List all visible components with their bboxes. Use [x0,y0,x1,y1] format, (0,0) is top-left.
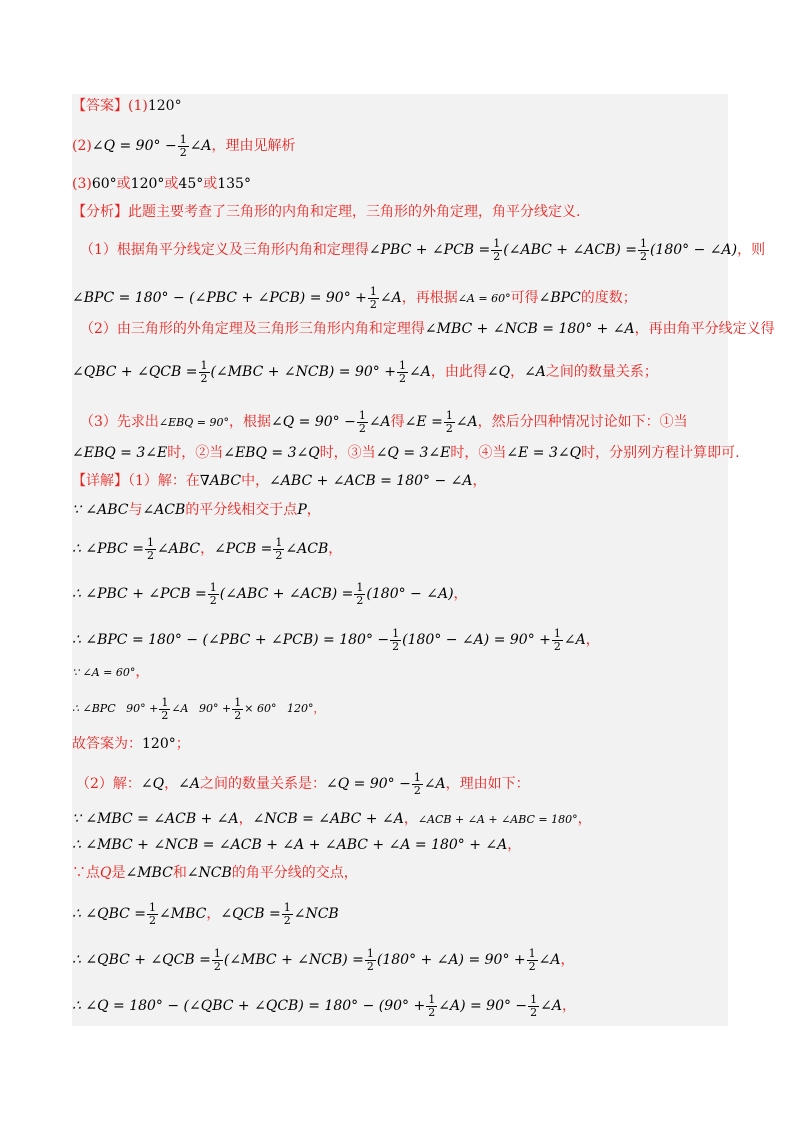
fraction-half [397,360,408,384]
formula: ∠MBC [125,865,173,881]
answer-label: 【答案】 [72,98,128,114]
text: 得 [390,414,405,431]
text: ， [206,906,221,923]
text: ， [238,811,253,827]
detail-line-4 [72,582,468,606]
fraction-half [357,410,368,434]
formula: ∠NCB = ∠ABC + ∠A [252,811,404,827]
frac-num: 1 [399,359,406,372]
analysis-intro [72,205,580,219]
analysis-step-2-text: （2）由三角形的外角定理及三角形三角形内角和定理得 [80,321,425,337]
frac-num: 1 [209,581,217,594]
answer-line-2 [72,134,296,158]
analysis-intro-text: 此题主要考查了三角形的内角和定理，三角形的外角定理，角平分线定义. [128,204,581,220]
formula: ∴ ∠Q = 180° − (∠QBC + ∠QCB) = 180° − (90° + [72,998,426,1015]
formula: ∴ ∠BPC [72,702,116,716]
fraction-half [273,537,284,561]
frac-den: 2 [639,249,647,263]
detail-line-1 [72,474,486,488]
frac-num: 1 [639,237,647,250]
frac-den: 2 [445,421,453,435]
frac-den: 2 [234,708,242,722]
frac-num: 1 [528,947,536,960]
text: ， [577,811,592,827]
fraction-half [552,628,563,652]
frac-den: 2 [146,548,154,562]
fraction-half [368,286,379,310]
frac-den: 2 [553,639,561,653]
formula: ∠EBQ = 90° [158,416,229,430]
frac-den: 2 [369,297,377,311]
answer-part-2-number: (2) [72,138,92,155]
fraction-half [212,948,223,972]
fraction-half [426,994,437,1018]
frac-den: 2 [213,959,221,973]
answer-part-2-text: ，理由见解析 [211,138,296,155]
answer-part-1-value: 120° [147,98,182,114]
formula: ∵ ∠MBC = ∠ACB + ∠A [72,811,239,827]
frac-den: 2 [275,548,283,562]
formula: ∠A = 60° [457,292,511,306]
formula: ∴ ∠PBC = [72,541,144,558]
text: 时，分别列方程计算即可. [581,445,740,461]
formula: (∠ABC + ∠ACB) = [503,242,637,259]
formula: ∠EBQ = 3∠E [72,445,168,461]
formula: ∠A [409,364,431,381]
formula: (180° − ∠A) [366,586,454,603]
formula: ∠A [178,776,200,793]
frac-den: 2 [161,708,169,722]
formula: Q [100,865,112,881]
detail-line-11 [72,838,521,852]
frac-den: 2 [366,959,374,973]
frac-den: 2 [179,145,187,159]
frac-num: 1 [553,627,561,640]
text: ，根据 [228,414,271,431]
formula: ∠Q = 3∠E [375,445,451,461]
answer-part-3-value-b: 120° [130,176,165,192]
text: ， [328,541,343,558]
formula: ∠ABC [156,541,201,558]
formula: (∠MBC + ∠NCB) = [223,952,364,969]
fraction-half [444,410,455,434]
formula: × 60° [244,702,277,716]
formula: ∇ABC [199,473,242,489]
fraction-half [282,902,293,926]
fraction-half [528,994,539,1018]
frac-num: 1 [369,285,377,298]
detail-line-15 [72,994,576,1018]
analysis-step-3-text: （3）先求出 [80,414,159,431]
answer-part-3-value-a: 60° [91,176,117,192]
frac-num: 1 [445,409,453,422]
analysis-step-3b [72,446,740,460]
formula: ∠A [423,776,446,793]
frac-num: 1 [356,581,364,594]
or-text: 或 [116,176,131,192]
detail-line-2 [72,503,321,517]
text: 可得 [510,290,539,307]
formula: ∠MBC [159,906,207,923]
formula: ∠A [538,952,561,969]
text: ，再由角平分线定义得 [634,321,775,337]
fraction-half [208,582,219,606]
frac-den: 2 [356,593,364,607]
frac-num: 1 [530,993,538,1006]
text: 时，②当 [167,445,224,461]
detail-line-12 [72,866,358,880]
text: ， [135,664,150,680]
formula: ∠EBQ = 3∠Q [223,445,320,461]
detail-line-8 [72,737,190,751]
formula: ∴ ∠QBC + ∠QCB = [72,952,211,969]
answer-part-3-number: (3) [72,176,92,192]
text: ， [507,837,522,853]
analysis-step-1-text: （1）根据角平分线定义及三角形内角和定理得 [80,242,369,259]
frac-den: 2 [200,371,208,385]
text: ， [403,811,418,827]
text: ，由此得 [430,364,487,381]
text: 时，③当 [319,445,376,461]
formula: ∠A [563,632,586,649]
text: 之间的数量关系； [545,364,658,381]
or-text: 或 [164,176,179,192]
frac-den: 2 [530,1005,538,1019]
formula: ∠A) = 90° − [438,998,528,1015]
fraction-half [365,948,376,972]
formula: ∠NCB [186,865,232,881]
text: 是 [111,865,126,881]
analysis-step-2 [80,322,775,336]
text: ， [200,541,215,558]
fraction-half [147,902,158,926]
frac-num: 1 [428,993,436,1006]
formula: ∠QBC + ∠QCB = [72,364,198,381]
answer-part-3-value-d: 135° [217,176,251,192]
detail-line-7 [72,697,324,721]
answer-part-2-formula-tail: ∠A [189,138,212,155]
formula: ∠ACB + ∠A + ∠ABC = 180° [417,813,578,826]
or-text: 或 [203,176,218,192]
frac-den: 2 [399,371,406,385]
fraction-half [145,537,156,561]
formula: ∠A [455,414,478,431]
detail-line-6 [72,665,149,679]
frac-num: 1 [149,901,157,914]
fraction-half [527,948,538,972]
detail-line-13 [72,902,339,926]
text: ，则 [737,242,766,259]
formula: P [297,502,307,518]
formula: ∠A [379,290,402,307]
analysis-label: 【分析】 [72,204,128,220]
fraction-half [390,628,401,652]
analysis-step-1b [72,286,637,310]
analysis-step-2b [72,360,658,384]
formula: ∠A [524,364,546,381]
detail-line-9 [76,772,530,796]
formula: 90° + [199,702,232,716]
formula: ∠A [171,702,189,716]
detail-line-3 [72,537,342,561]
formula: ∠PCB = [214,541,273,558]
analysis-step-1 [80,238,765,262]
formula: (180° − ∠A) [649,242,738,259]
text: （2）解： [76,776,141,793]
frac-num: 1 [234,696,242,709]
fraction-half [638,238,649,262]
answer-part-3-value-c: 45° [178,176,204,192]
text: ， [560,952,575,969]
text: ，然后分四种情况讨论如下：①当 [477,414,688,431]
frac-den: 2 [413,783,421,797]
frac-den: 2 [528,959,536,973]
frac-num: 1 [283,901,291,914]
formula: ∠ABC + ∠ACB = 180° − ∠A [269,473,473,489]
text: ； [175,736,190,752]
text: ， [510,364,525,381]
fraction-half [159,697,170,721]
text: ，再根据 [401,290,458,307]
frac-den: 2 [209,593,217,607]
formula: ∠BPC = 180° − (∠PBC + ∠PCB) = 90° + [72,290,367,307]
detail-label: 【详解】 [72,473,128,489]
formula: ∠ACB [142,502,186,518]
text: 与 [128,502,143,518]
formula: ∠ACB [285,541,329,558]
formula: ∴ ∠QBC = [72,906,147,923]
text: ， [453,586,468,603]
text: 故答案为： [72,736,142,752]
frac-num: 1 [179,133,187,146]
text: 的平分线相交于点 [185,502,298,518]
text: ， [472,473,487,489]
formula: 120° [286,702,314,716]
text: 和 [172,865,187,881]
formula: ∠QCB = [220,906,281,923]
text: ∵点 [72,865,100,881]
text: 时，④当 [450,445,507,461]
text: ， [164,776,179,793]
fraction-half [199,360,210,384]
frac-num: 1 [146,536,154,549]
frac-den: 2 [493,249,501,263]
frac-den: 2 [283,913,291,927]
answer-line-1 [72,99,182,113]
frac-den: 2 [392,639,400,653]
answer-part-1-number: (1) [128,98,148,114]
formula: (∠ABC + ∠ACB) = [219,586,354,603]
formula: ∠NCB [293,906,339,923]
formula: ∠E = [404,414,443,431]
frac-den: 2 [428,1005,436,1019]
text: （1）解：在 [128,473,200,489]
frac-num: 1 [358,409,366,422]
formula: ∴ ∠PBC + ∠PCB = [72,586,207,603]
text: ， [585,632,600,649]
frac-num: 1 [366,947,374,960]
formula: ∠E = 3∠Q [506,445,582,461]
formula: ∠Q = 90° − [270,414,356,431]
formula: ∴ ∠BPC = 180° − (∠PBC + ∠PCB) = 180° − [72,632,390,649]
frac-num: 1 [200,359,208,372]
frac-num: 1 [392,627,400,640]
analysis-step-3 [80,410,688,434]
formula: ∠A [540,998,563,1015]
formula: (180° + ∠A) = 90° + [376,952,526,969]
frac-num: 1 [275,536,283,549]
formula: ∠Q [140,776,165,793]
fraction-half [178,134,189,158]
text: 的角平分线的交点， [231,865,358,881]
text: 的度数； [580,290,637,307]
formula: ∠Q = 90° − [325,776,411,793]
frac-num: 1 [493,237,501,250]
formula: ∠Q [486,364,511,381]
text: ，理由如下： [445,776,530,793]
fraction-half [491,238,502,262]
answer-line-3 [72,177,251,191]
formula: ∵ ∠A = 60° [72,666,136,679]
formula: ∠BPC [538,290,581,307]
text: ， [306,502,321,518]
frac-den: 2 [358,421,366,435]
formula: 90° + [126,702,159,716]
formula: (180° − ∠A) = 90° + [402,632,551,649]
text: ， [562,998,577,1015]
formula: 120° [142,736,176,752]
text: 之间的数量关系是： [199,776,326,793]
frac-num: 1 [161,696,169,709]
frac-num: 1 [213,947,221,960]
formula: ∵ ∠ABC [72,502,129,518]
formula: ∠PBC + ∠PCB = [368,242,491,259]
formula: ∠A [368,414,391,431]
detail-line-10 [72,812,592,826]
fraction-half [354,582,365,606]
text: 中， [241,473,270,489]
formula: ∴ ∠MBC + ∠NCB = ∠ACB + ∠A + ∠ABC + ∠A = 180° + ∠A [72,837,508,853]
answer-part-2-formula: ∠Q = 90° − [91,138,177,155]
frac-num: 1 [413,771,421,784]
formula: ∠MBC + ∠NCB = 180° + ∠A [424,321,635,337]
fraction-half [232,697,243,721]
detail-line-5 [72,628,600,652]
detail-line-14 [72,948,575,972]
text: ， [313,702,325,716]
fraction-half [412,772,423,796]
frac-den: 2 [149,913,157,927]
formula: (∠MBC + ∠NCB) = 90° + [210,364,396,381]
